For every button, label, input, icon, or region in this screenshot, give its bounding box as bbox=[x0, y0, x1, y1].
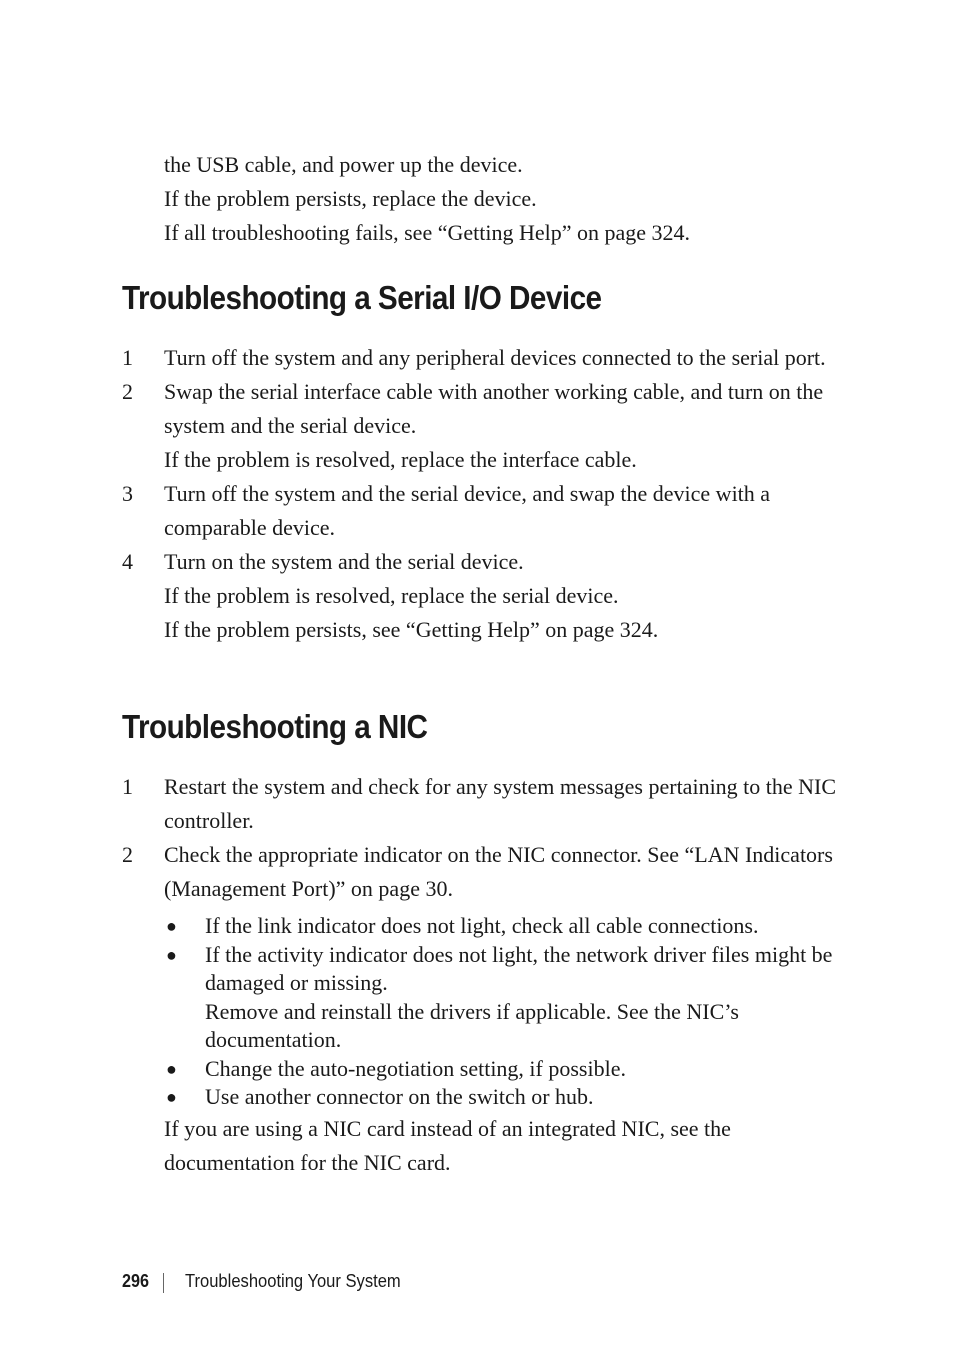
list-item bbox=[122, 375, 852, 443]
nic-bullet-list bbox=[122, 912, 852, 1112]
section-heading-nic: Troubleshooting a NIC bbox=[122, 708, 428, 745]
bullet-text: Use another connector on the switch or hub. bbox=[205, 1084, 594, 1109]
step-followup: If the problem persists, see “Getting Help” on page 324. bbox=[164, 617, 659, 642]
bullet-text: If the link indicator does not light, check all cable connections. bbox=[205, 913, 759, 938]
step-number: 1 bbox=[122, 345, 133, 370]
footer-title: Troubleshooting Your System bbox=[185, 1271, 401, 1291]
bullet-icon: ● bbox=[166, 1087, 177, 1107]
intro-line: If all troubleshooting fails, see “Getting Help” on page 324. bbox=[164, 220, 691, 245]
list-item bbox=[122, 770, 852, 838]
bullet-icon: ● bbox=[166, 944, 177, 965]
nic-steps-list bbox=[122, 770, 852, 1180]
bullet-item bbox=[164, 941, 852, 1055]
intro-text bbox=[164, 148, 864, 250]
step-text: Turn on the system and the serial device. bbox=[164, 549, 524, 574]
intro-line: the USB cable, and power up the device. bbox=[164, 152, 523, 177]
page-number: 296 bbox=[122, 1271, 150, 1291]
page-footer bbox=[122, 1271, 401, 1297]
step-number: 1 bbox=[122, 774, 133, 799]
bullet-text: Change the auto-negotiation setting, if possible. bbox=[205, 1055, 626, 1081]
bullet-subtext: Remove and reinstall the drivers if applicable. See the NIC’s documentation. bbox=[205, 998, 739, 1052]
step-text: Check the appropriate indicator on the NIC connector. See “LAN Indicators (Management Port)” on page 30. bbox=[164, 842, 833, 901]
step-followup: If the problem is resolved, replace the serial device. bbox=[164, 583, 619, 608]
bullet-icon: ● bbox=[166, 916, 177, 936]
serial-steps-list bbox=[122, 341, 852, 647]
list-item bbox=[122, 838, 852, 906]
list-item bbox=[122, 477, 852, 545]
step-number: 4 bbox=[122, 549, 133, 574]
section-heading-serial: Troubleshooting a Serial I/O Device bbox=[122, 279, 602, 316]
bullet-icon: ● bbox=[166, 1058, 177, 1079]
closing-text: If you are using a NIC card instead of an integrated NIC, see the documentation for the NIC card. bbox=[164, 1115, 731, 1175]
step-text: Restart the system and check for any system messages pertaining to the NIC controller. bbox=[164, 774, 837, 833]
bullet-item bbox=[164, 1055, 852, 1084]
bullet-text: If the activity indicator does not light, the network driver files might be damaged or missing. bbox=[205, 941, 833, 995]
intro-line: If the problem persists, replace the device. bbox=[164, 186, 537, 211]
bullet-item bbox=[164, 912, 852, 941]
list-item bbox=[122, 545, 852, 579]
footer-divider bbox=[163, 1273, 164, 1293]
step-text: Turn off the system and the serial device, and swap the device with a comparable device. bbox=[164, 481, 771, 540]
step-followup: If the problem is resolved, replace the interface cable. bbox=[164, 447, 637, 472]
step-number: 2 bbox=[122, 379, 133, 404]
step-text: Turn off the system and any peripheral devices connected to the serial port. bbox=[164, 345, 826, 370]
step-number: 3 bbox=[122, 481, 133, 506]
step-text: Swap the serial interface cable with another working cable, and turn on the system and the serial device. bbox=[164, 379, 824, 438]
bullet-item bbox=[164, 1083, 852, 1112]
step-number: 2 bbox=[122, 842, 133, 867]
list-item bbox=[122, 341, 852, 375]
